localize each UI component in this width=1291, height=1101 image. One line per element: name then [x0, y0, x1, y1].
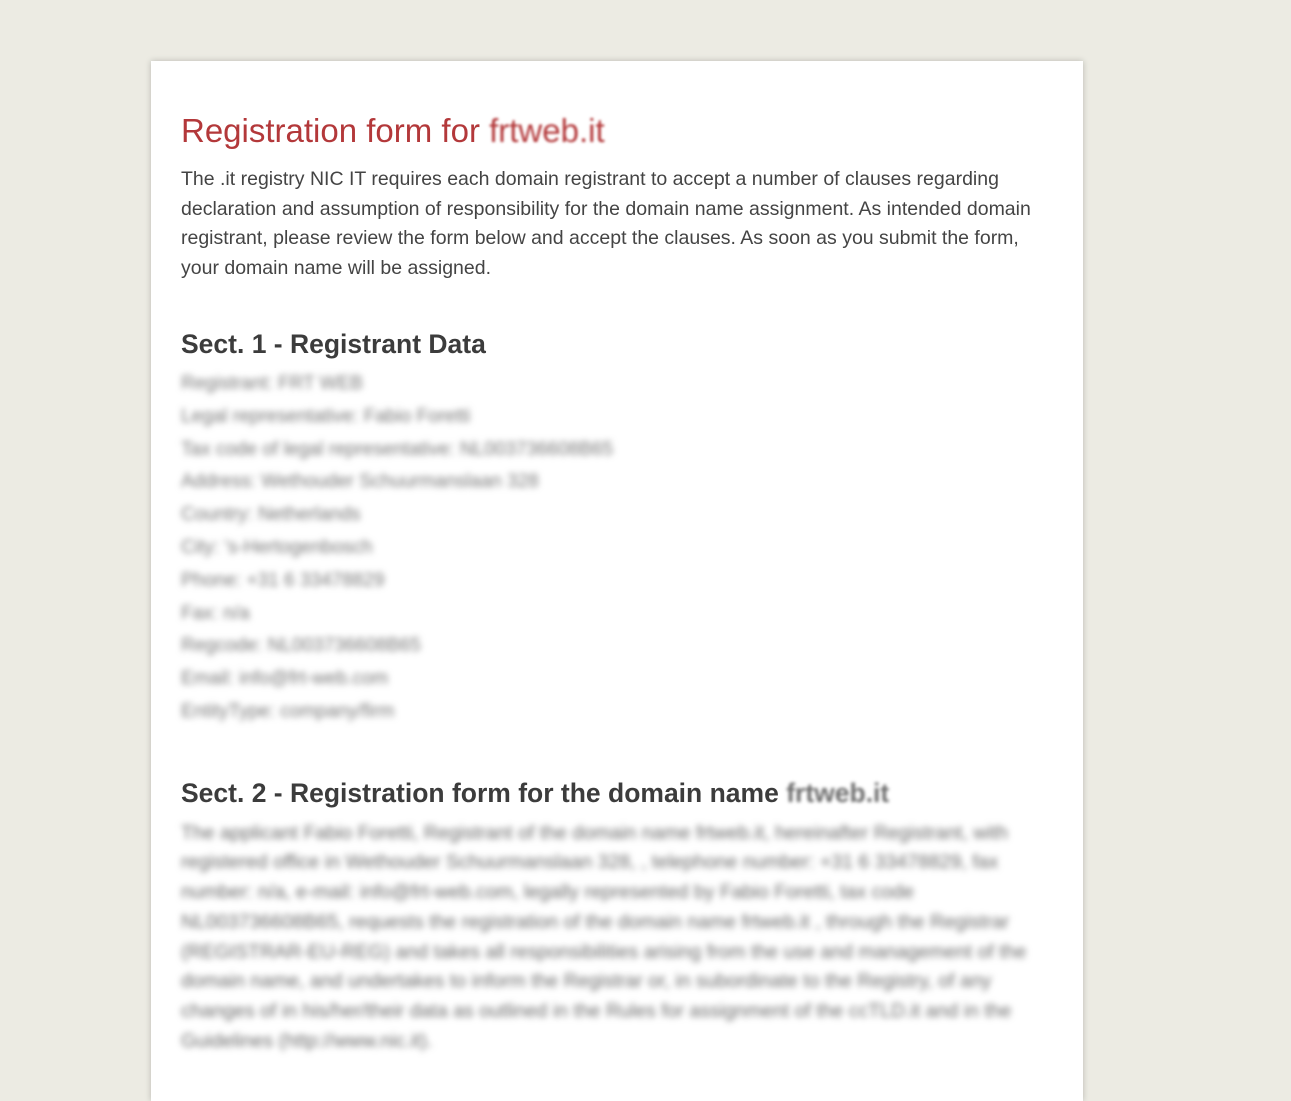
page-title-prefix: Registration form for	[181, 112, 490, 149]
tax-code-field: Tax code of legal representative: NL003736608B65	[181, 438, 614, 460]
registrant-field: Registrant: FRT WEB	[181, 373, 363, 394]
entity-type-field: EntityType: company/firm	[181, 700, 395, 722]
intro-paragraph: The .it registry NIC IT requires each domain registrant to accept a number of clauses regarding declaration and assumption of responsibility for the domain name assignment. As intended domain registrant, please review the form below and accept the clauses. As soon as you submit the form, your domain name will be assigned.	[181, 168, 1031, 279]
address-field: Address: Wethouder Schuurmanslaan 328	[181, 471, 539, 493]
section-2-heading-domain: frtweb.it	[786, 777, 890, 808]
fax-field: Fax: n/a	[181, 602, 250, 624]
section-1-heading: Sect. 1 - Registrant Data	[181, 329, 486, 359]
page-title	[181, 109, 1053, 153]
city-field: City: 's-Hertogenbosch	[181, 536, 373, 558]
registration-declaration-paragraph: The applicant Fabio Foretti, Registrant of the domain name frtweb.it, hereinafter Registrant, with registered office in Wethouder Schuurmanslaan 328, , telephone number: +31 6 33478829, fax number: n/a, e-mail: info@frt-web.com, legally represented by Fabio Foretti, tax code NL003736608B65, requests the registration of the domain name frtweb.it , through the Registrar (REGISTRAR-EU-REG) and takes all responsibilities arising from the use and management of the domain name, and undertakes to inform the Registrar or, in subordinate to the Registry, of any changes of in his/her/their data as outlined in the Rules for assignment of the ccTLD.it and in the Guidelines (http://www.nic.it).	[181, 821, 1027, 1052]
registration-form-card	[151, 61, 1083, 1101]
registrant-data-list	[181, 368, 1053, 729]
country-field: Country: Netherlands	[181, 504, 361, 526]
legal-representative-field: Legal representative: Fabio Foretti	[181, 405, 471, 427]
phone-field: Phone: +31 6 33478829	[181, 569, 385, 591]
section-2-heading-text: Sect. 2 - Registration form for the domain name	[181, 777, 787, 808]
regcode-field: Regcode: NL003736608B65	[181, 635, 421, 657]
email-field: Email: info@frt-web.com	[181, 668, 389, 690]
page-title-domain: frtweb.it	[489, 112, 605, 149]
section-2-heading	[181, 775, 1053, 811]
